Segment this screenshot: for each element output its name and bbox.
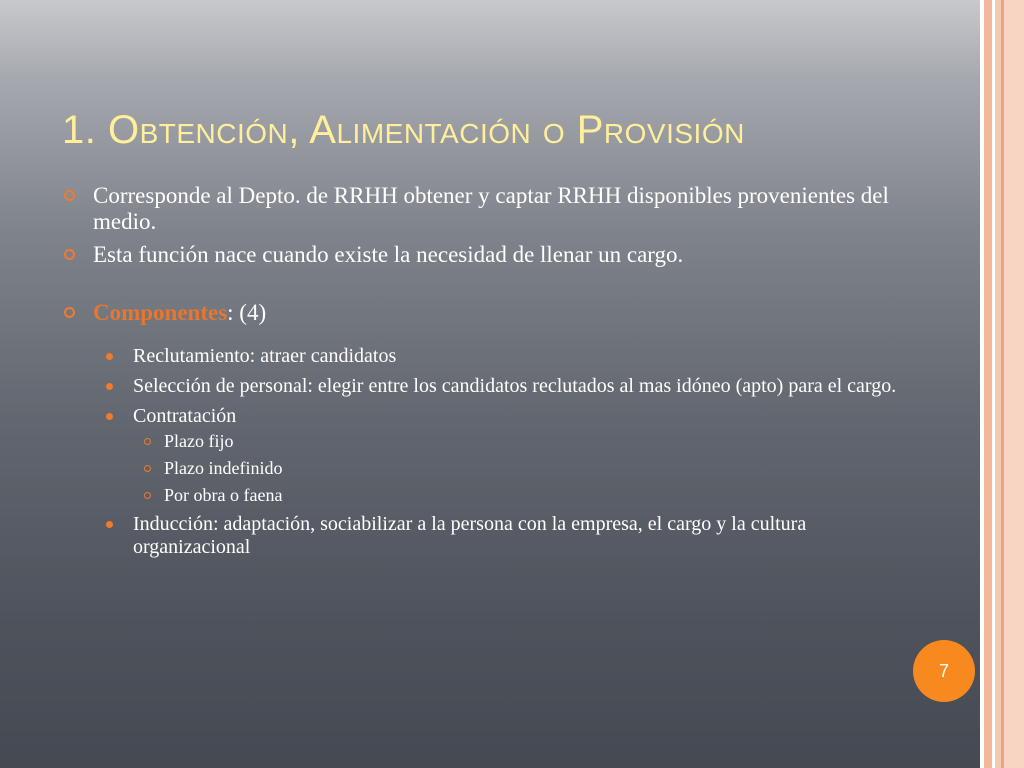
ring-bullet-icon xyxy=(64,190,75,201)
component-text: Inducción: adaptación, sociabilizar a la persona con la empresa, el cargo y la cultura organizacional xyxy=(133,513,807,558)
contract-type-text: Plazo indefinido xyxy=(164,458,283,478)
component-text: Contratación xyxy=(133,405,237,427)
dot-bullet-icon xyxy=(106,413,113,420)
contract-type-text: Por obra o faena xyxy=(164,485,283,505)
contract-type-text: Plazo fijo xyxy=(164,431,234,451)
border-stripe xyxy=(984,0,992,768)
bullet-item xyxy=(62,183,922,235)
component-text: Selección de personal: elegir entre los candidatos reclutados al mas idóneo (apto) para el cargo. xyxy=(133,375,897,397)
component-item xyxy=(104,375,922,398)
component-item xyxy=(104,513,922,559)
component-item xyxy=(104,405,922,428)
small-ring-bullet-icon xyxy=(144,465,151,472)
small-ring-bullet-icon xyxy=(144,438,151,445)
ring-bullet-icon xyxy=(64,249,75,260)
bullet-item xyxy=(62,242,922,268)
component-item xyxy=(104,345,922,368)
border-stripe xyxy=(1004,0,1024,768)
dot-bullet-icon xyxy=(106,521,113,528)
contract-type-item xyxy=(144,428,922,455)
components-label: Componentes xyxy=(93,300,228,325)
ring-bullet-icon xyxy=(64,307,75,318)
dot-bullet-icon xyxy=(106,383,113,390)
page-number-badge xyxy=(913,640,975,702)
slide-content xyxy=(62,183,922,559)
small-ring-bullet-icon xyxy=(144,492,151,499)
dot-bullet-icon xyxy=(106,353,113,360)
component-text: Reclutamiento: atraer candidatos xyxy=(133,345,397,367)
components-count: : (4) xyxy=(227,300,267,325)
contract-type-item xyxy=(144,482,922,509)
page-number: 7 xyxy=(938,660,949,681)
components-heading xyxy=(62,300,922,326)
contract-type-item xyxy=(144,455,922,482)
bullet-text: Corresponde al Depto. de RRHH obtener y captar RRHH disponibles provenientes del medio. xyxy=(93,183,889,234)
slide-title: 1. Obtención, Alimentación o Provisión xyxy=(62,108,745,152)
bullet-text: Esta función nace cuando existe la necesidad de llenar un cargo. xyxy=(93,242,684,267)
